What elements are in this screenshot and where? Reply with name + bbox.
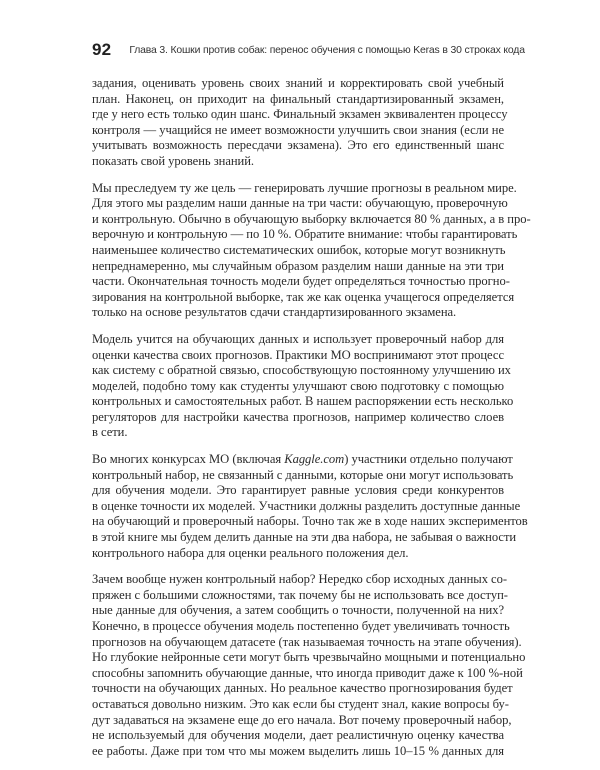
text-line: для обучения модели. Это гарантирует равные условия среди конкурентов [92, 483, 504, 498]
text-line: на обучающий и проверочный наборы. Точно так же в ходе наших экспериментов [92, 514, 528, 529]
text-line: Модель учится на обучающих данных и использует проверочный набор для [92, 331, 504, 346]
paragraph [92, 76, 508, 170]
paragraph [92, 572, 526, 759]
text-line: наименьшее количество систематических ошибок, которые могут возникнуть [92, 242, 506, 257]
text-line: прогнозов на обучающем датасете (так называемая точность на этапе обучения). [92, 634, 522, 649]
text-line: Для этого мы разделим наши данные на три части: обучающую, проверочную [92, 196, 508, 211]
running-chapter-title: Глава 3. Кошки против собак: перенос обучения с помощью Keras в 30 строках кода [129, 44, 525, 56]
text-fragment: Во многих конкурсах МО (включая [92, 452, 285, 467]
site-name: Kaggle.com [284, 452, 345, 467]
text-line: и контрольную. Обычно в обучающую выборку включается 80 % данных, а в про- [92, 211, 531, 226]
text-line: не используемый для обучения модели, дает реалистичную оценку качества [92, 728, 504, 743]
text-line: способны запомнить обучающие данные, что иногда приводит даже к 100 %-ной [92, 665, 523, 680]
text-line: дут задаваться на экзамене еще до его начала. Вот почему проверочный набор, [92, 712, 512, 727]
text-line: контроля — учащийся не имеет возможности улучшить свои знания (если не [92, 122, 504, 137]
text-line: контрольный набор, не связанный с данными, которые они могут использовать [92, 467, 514, 482]
text-fragment: ) участники отдельно получают [344, 452, 513, 467]
text-line: оставаться довольно низким. Это как если бы студент знал, какие вопросы бу- [92, 696, 509, 711]
text-line: в сети. [92, 425, 128, 440]
text-line: непреднамеренно, мы случайным образом разделим наши данные на эти три [92, 258, 504, 273]
text-line [92, 452, 513, 468]
text-line: ные данные для обучения, а затем сообщить о точности, полученной на них? [92, 603, 504, 618]
text-line: Зачем вообще нужен контрольный набор? Нередко сбор исходных данных со- [92, 572, 507, 587]
text-line: контрольных и самостоятельных работ. В нашем распоряжении есть несколько [92, 394, 514, 409]
text-line: в этой книге мы будем делить данные на эти два набора, не забывая о важности [92, 530, 517, 545]
paragraph [92, 180, 531, 321]
text-line: в оценке точности их моделей. Участники должны разделить доступные данные [92, 498, 521, 513]
text-line: регуляторов для настройки качества прогнозов, например количество слоев [92, 409, 504, 424]
text-line: точности на обучающих данных. Но реальное качество прогнозирования будет [92, 681, 513, 696]
text-line: верочную и контрольную — по 10 %. Обратите внимание: чтобы гарантировать [92, 227, 518, 242]
page-header [92, 38, 525, 62]
text-line: моделей, подобно тому как студенты улучшают свою подготовку с помощью [92, 378, 504, 393]
text-line: зирования на контрольной выборке, так же как оценка учащегося определяется [92, 289, 515, 304]
text-line: ее работы. Даже при том что мы можем выделить лишь 10–15 % данных для [92, 743, 504, 758]
text-line: Но глубокие нейронные сети могут быть чрезвычайно мощными и потенциально [92, 650, 526, 665]
text-line: контрольного набора для оценки реального положения дел. [92, 545, 409, 560]
text-line: Конечно, в процессе обучения модель постепенно будет увеличивать точность [92, 619, 510, 633]
text-line: оценки качества своих прогнозов. Практики МО воспринимают этот процесс [92, 347, 504, 362]
paragraph [92, 452, 528, 561]
page-number: 92 [92, 40, 112, 59]
text-line: только на основе результатов сдачи стандартизированного экзамена. [92, 305, 457, 320]
text-line: план. Наконец, он приходит на финальный стандартизированный экзамен, [92, 91, 504, 106]
text-line: Мы преследуем ту же цель — генерировать лучшие прогнозы в реальном мире. [92, 180, 517, 195]
body-text [92, 76, 531, 770]
paragraph [92, 331, 514, 441]
text-line: где у него есть только один шанс. Финальный экзамен эквивалентен процессу [92, 107, 508, 122]
text-line: показать свой уровень знаний. [92, 153, 255, 168]
text-line: учитывать возможность пересдачи экзамена). Это его единственный шанс [92, 138, 504, 153]
text-line: задания, оценивать уровень своих знаний и корректировать свой учебный [92, 76, 504, 90]
text-line: части. Окончательная точность модели будет определяться точностью прогно- [92, 274, 510, 289]
text-line: пряжен с большими сложностями, так почему бы не использовать все доступ- [92, 587, 508, 602]
text-line: как систему с обратной связью, способствующую постоянному улучшению их [92, 363, 511, 378]
